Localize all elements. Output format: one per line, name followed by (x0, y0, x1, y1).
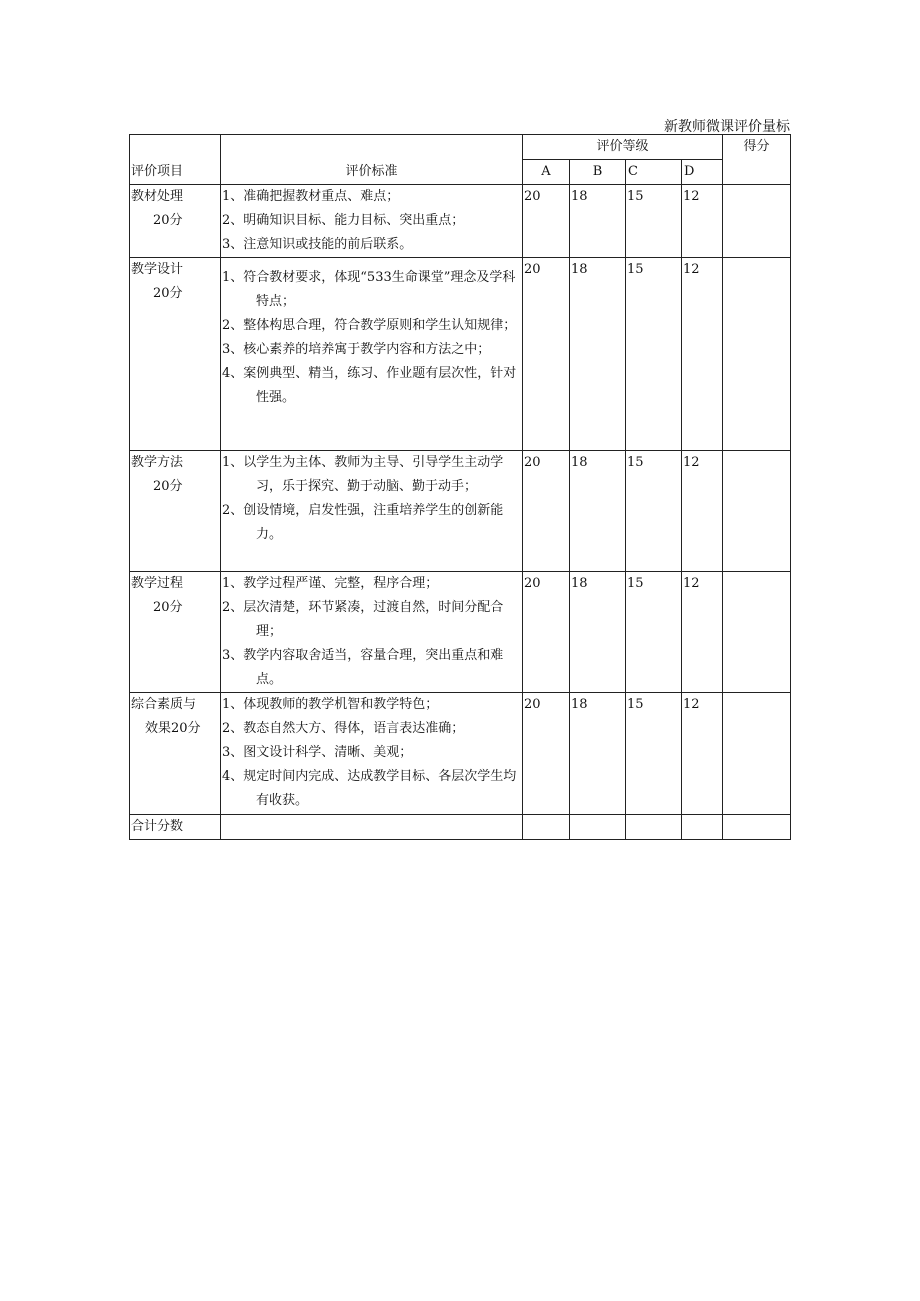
criterion: 1、体现教师的教学机智和教学特色； (222, 697, 439, 712)
table-row (130, 185, 791, 258)
total-grade-b (570, 815, 626, 840)
grade-c: 15 (626, 451, 682, 572)
criterion: 2、教态自然大方、得体，语言表达准确； (222, 721, 465, 736)
criteria-cell (221, 572, 523, 693)
grade-d: 12 (682, 451, 723, 572)
header-standard: 评价标准 (221, 135, 523, 185)
item-cell (130, 693, 221, 815)
score-cell[interactable] (723, 258, 791, 451)
criterion: 2、明确知识目标、能力目标、突出重点； (222, 213, 465, 228)
grade-d: 12 (682, 185, 723, 258)
item-cell (130, 185, 221, 258)
grade-a: 20 (523, 258, 570, 451)
criterion: 2、层次清楚，环节紧凑，过渡自然，时间分配合理； (222, 600, 504, 639)
criteria-cell (221, 258, 523, 451)
item-name: 综合素质与 (131, 697, 197, 712)
total-grade-a (523, 815, 570, 840)
grade-b: 18 (570, 693, 626, 815)
grade-a: 20 (523, 185, 570, 258)
criterion: 2、整体构思合理，符合教学原则和学生认知规律； (222, 318, 517, 333)
item-cell (130, 451, 221, 572)
total-score-cell[interactable] (723, 815, 791, 840)
grade-c: 15 (626, 258, 682, 451)
header-level-d: D (682, 160, 723, 185)
document-title: 新教师微课评价量标 (664, 119, 790, 135)
header-level-a: A (523, 160, 570, 185)
criterion: 1、以学生为主体、教师为主导、引导学生主动学习，乐于探究、勤于动脑、勤于动手； (222, 455, 504, 494)
grade-b: 18 (570, 185, 626, 258)
header-item: 评价项目 (130, 135, 221, 185)
grade-c: 15 (626, 185, 682, 258)
total-grade-d (682, 815, 723, 840)
criterion: 1、教学过程严谨、完整，程序合理； (222, 576, 439, 591)
item-points: 20分 (153, 479, 183, 494)
grade-a: 20 (523, 693, 570, 815)
grade-d: 12 (682, 258, 723, 451)
criterion: 1、准确把握教材重点、难点； (222, 189, 400, 204)
grade-b: 18 (570, 572, 626, 693)
criteria-cell (221, 185, 523, 258)
total-label: 合计分数 (130, 815, 221, 840)
grade-b: 18 (570, 451, 626, 572)
total-grade-c (626, 815, 682, 840)
item-name: 教学过程 (131, 576, 184, 591)
item-points: 效果20分 (145, 721, 201, 736)
header-level-b: B (570, 160, 626, 185)
evaluation-table (129, 134, 791, 840)
score-cell[interactable] (723, 572, 791, 693)
total-criteria-cell (221, 815, 523, 840)
grade-c: 15 (626, 572, 682, 693)
grade-d: 12 (682, 572, 723, 693)
table-row (130, 451, 791, 572)
table-row (130, 693, 791, 815)
grade-d: 12 (682, 693, 723, 815)
criterion: 3、注意知识或技能的前后联系。 (222, 237, 413, 252)
criteria-cell (221, 693, 523, 815)
table-row (130, 572, 791, 693)
item-points: 20分 (153, 600, 183, 615)
criterion: 4、案例典型、精当，练习、作业题有层次性，针对性强。 (222, 366, 517, 405)
criterion: 3、核心素养的培养寓于教学内容和方法之中； (222, 342, 491, 357)
criterion: 2、创设情境，启发性强，注重培养学生的创新能力。 (222, 503, 504, 542)
score-cell[interactable] (723, 693, 791, 815)
header-grade: 评价等级 (523, 135, 723, 160)
criterion: 1、符合教材要求，体现“533生命课堂”理念及学科特点； (222, 270, 516, 309)
item-name: 教学方法 (131, 455, 184, 470)
header-score: 得分 (723, 135, 791, 185)
header-level-c: C (626, 160, 682, 185)
grade-b: 18 (570, 258, 626, 451)
item-cell (130, 572, 221, 693)
grade-a: 20 (523, 451, 570, 572)
grade-a: 20 (523, 572, 570, 693)
grade-c: 15 (626, 693, 682, 815)
item-cell (130, 258, 221, 451)
score-cell[interactable] (723, 185, 791, 258)
item-points: 20分 (153, 213, 183, 228)
item-name: 教学设计 (131, 262, 184, 277)
table-row (130, 258, 791, 451)
criteria-cell (221, 451, 523, 572)
item-name: 教材处理 (131, 189, 184, 204)
item-points: 20分 (153, 286, 183, 301)
total-row (130, 815, 791, 840)
criterion: 3、图文设计科学、清晰、美观； (222, 745, 413, 760)
header-row-1 (130, 135, 791, 160)
criterion: 3、教学内容取舍适当，容量合理，突出重点和难点。 (222, 648, 504, 687)
criterion: 4、规定时间内完成、达成教学目标、各层次学生均有收获。 (222, 769, 517, 808)
score-cell[interactable] (723, 451, 791, 572)
